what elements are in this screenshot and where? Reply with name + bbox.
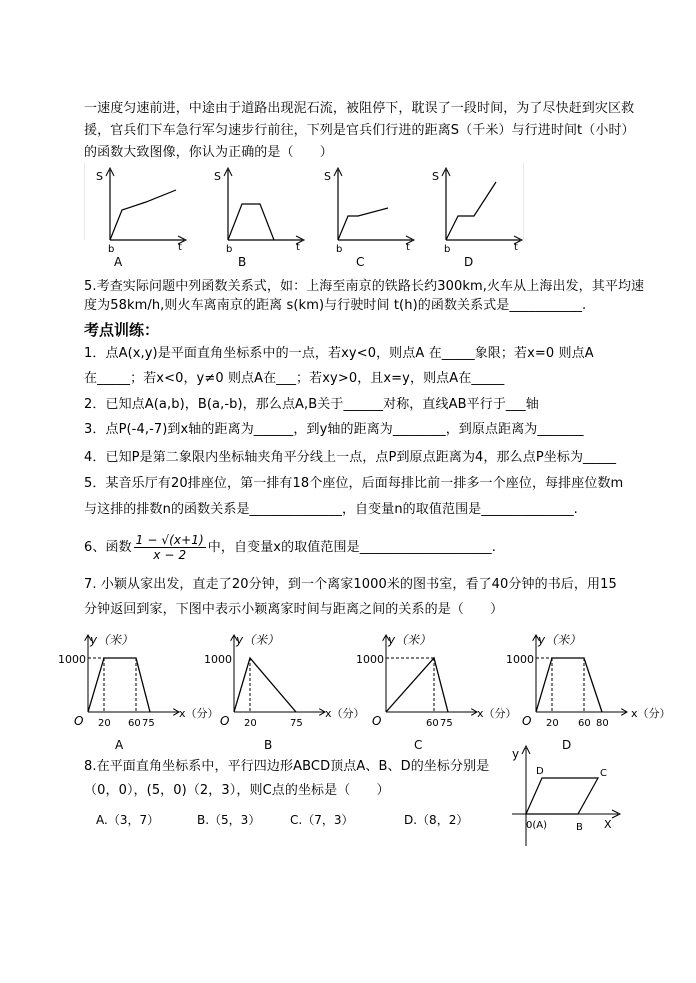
graph-label-d: D bbox=[464, 255, 474, 269]
q4-text: 4．已知P是第二象限内坐标轴夹角平分线上一点，点P到原点距离为4，那么点P坐标为_____ bbox=[84, 450, 617, 465]
intro-line-2: 援，官兵们下车急行军匀速步行前往，下列是官兵们行进的距离S（千米）与行进时间t（小时） bbox=[84, 123, 635, 138]
q5b-line-2: 与这排的排数n的函数关系是______________，自变量n的取值范围是______________. bbox=[84, 502, 578, 517]
time-graph-b bbox=[204, 633, 365, 752]
svg-text:y: y bbox=[512, 747, 520, 761]
time-graph-label-c: C bbox=[414, 738, 423, 752]
svg-text:20: 20 bbox=[546, 718, 559, 729]
svg-text:y（米）: y（米） bbox=[538, 633, 582, 647]
svg-text:C: C bbox=[600, 768, 607, 779]
time-graph-c bbox=[356, 633, 517, 752]
time-graph-label-d: D bbox=[562, 738, 572, 752]
graph-a bbox=[84, 162, 186, 269]
svg-text:O: O bbox=[74, 714, 84, 728]
section-title: 考点训练： bbox=[84, 321, 160, 339]
svg-text:t: t bbox=[514, 242, 518, 253]
parallelogram-figure bbox=[506, 742, 626, 854]
svg-text:20: 20 bbox=[244, 718, 257, 729]
svg-text:O: O bbox=[522, 714, 532, 728]
q2-text: 2．已知点A(a,b)，B(a,-b)，那么点A,B关于______对称，直线AB平行于___轴 bbox=[84, 397, 539, 412]
svg-text:20: 20 bbox=[98, 718, 111, 729]
choice-b: B.（5，3） bbox=[197, 813, 261, 827]
time-graph-d bbox=[506, 633, 671, 752]
svg-text:x（分）: x（分） bbox=[631, 707, 671, 720]
svg-text:1000: 1000 bbox=[204, 653, 232, 666]
svg-text:B: B bbox=[576, 822, 583, 833]
q5-line-2: 度为58km/h,则火车离南京的距离 s(km)与行驶时间 t(h)的函数关系式是___________. bbox=[84, 298, 587, 313]
q5-line-1: 5.考查实际问题中列函数关系式，如：上海至南京的铁路长约300km,火车从上海出发，其平均速 bbox=[84, 279, 645, 294]
choice-d: D.（8，2） bbox=[404, 813, 469, 827]
time-graph-label-b: B bbox=[264, 738, 273, 752]
choice-a: A.（3，7） bbox=[96, 813, 160, 827]
q7-line-2: 分钟返回到家，下图中表示小颖离家时间与距离之间的关系的是（ ） bbox=[84, 602, 504, 617]
svg-text:O: O bbox=[220, 714, 230, 728]
svg-text:b: b bbox=[108, 244, 115, 255]
time-graph-a bbox=[58, 633, 219, 752]
graph-label-c: C bbox=[356, 255, 365, 269]
axis-s: S bbox=[96, 170, 103, 183]
graph-label-b: B bbox=[238, 255, 247, 269]
svg-text:1000: 1000 bbox=[58, 653, 86, 666]
svg-text:S: S bbox=[432, 170, 439, 183]
intro-line-3: 的函数大致图像，你认为正确的是（ ） bbox=[84, 145, 333, 160]
svg-text:1000: 1000 bbox=[356, 653, 384, 666]
svg-text:75: 75 bbox=[142, 718, 155, 729]
q3-text: 3．点P(-4,-7)到x轴的距离为______，到y轴的距离为________，到原点距离为_______ bbox=[84, 422, 584, 437]
svg-text:t: t bbox=[296, 242, 300, 253]
svg-text:b: b bbox=[226, 244, 233, 255]
svg-text:60: 60 bbox=[578, 718, 591, 729]
graphs-row-1 bbox=[84, 162, 524, 276]
q5b-line-1: 5．某音乐厅有20排座位，第一排有18个座位，后面每排比前一排多一个座位，每排座位数m bbox=[84, 476, 624, 491]
svg-text:t: t bbox=[406, 242, 410, 253]
svg-text:y（米）: y（米） bbox=[236, 633, 280, 647]
svg-text:S: S bbox=[214, 170, 221, 183]
graphs-row-2 bbox=[52, 628, 672, 758]
svg-text:1000: 1000 bbox=[506, 653, 534, 666]
q6-fraction: $\frac{1 - √(x+1)}{x - 2}$ bbox=[135, 533, 204, 562]
svg-text:60: 60 bbox=[426, 718, 439, 729]
svg-text:0(A): 0(A) bbox=[526, 820, 548, 831]
svg-text:x（分）: x（分） bbox=[325, 707, 365, 720]
graph-b bbox=[214, 168, 304, 269]
graph-d bbox=[432, 162, 524, 269]
svg-text:D: D bbox=[536, 766, 544, 777]
svg-text:75: 75 bbox=[290, 718, 303, 729]
q7-line-1: 7. 小颖从家出发，直走了20分钟，到一个离家1000米的图书室，看了40分钟的书后，用15 bbox=[84, 577, 617, 592]
svg-text:y（米）: y（米） bbox=[90, 633, 134, 647]
q1-line-2: 在_____；若x<0，y≠0 则点A在___；若xy>0，且x=y，则点A在_____ bbox=[84, 371, 505, 386]
svg-text:b: b bbox=[444, 244, 451, 255]
svg-text:t: t bbox=[178, 242, 182, 253]
svg-text:b: b bbox=[336, 244, 343, 255]
graph-c bbox=[324, 168, 414, 269]
q8-line-1: 8.在平面直角坐标系中，平行四边形ABCD顶点A、B、D的坐标分别是 bbox=[84, 759, 490, 774]
intro-line-1: 一速度匀速前进，中途由于道路出现泥石流，被阻停下，耽误了一段时间，为了尽快赶到灾区救 bbox=[84, 101, 635, 116]
time-graph-label-a: A bbox=[115, 738, 124, 752]
svg-text:X: X bbox=[604, 818, 612, 831]
svg-text:80: 80 bbox=[596, 718, 609, 729]
q6-text: 6、函数 $\frac{1 - √(x+1)}{x - 2}$ 中，自变量x的取值范围是____________________. bbox=[84, 533, 496, 562]
q1-line-1: 1．点A(x,y)是平面直角坐标系中的一点，若xy<0，则点A 在_____象限；若x=0 则点A bbox=[84, 346, 594, 361]
svg-text:60: 60 bbox=[128, 718, 141, 729]
svg-text:S: S bbox=[324, 170, 331, 183]
svg-text:x（分）: x（分） bbox=[477, 707, 517, 720]
svg-text:x（分）: x（分） bbox=[179, 707, 219, 720]
svg-text:O: O bbox=[372, 714, 382, 728]
graph-label-a: A bbox=[114, 255, 123, 269]
q8-line-2: （0，0），(5，0)（2，3），则C点的坐标是（ ） bbox=[84, 783, 390, 798]
svg-text:y（米）: y（米） bbox=[388, 633, 432, 647]
choice-c: C.（7，3） bbox=[290, 813, 354, 827]
svg-text:75: 75 bbox=[440, 718, 453, 729]
